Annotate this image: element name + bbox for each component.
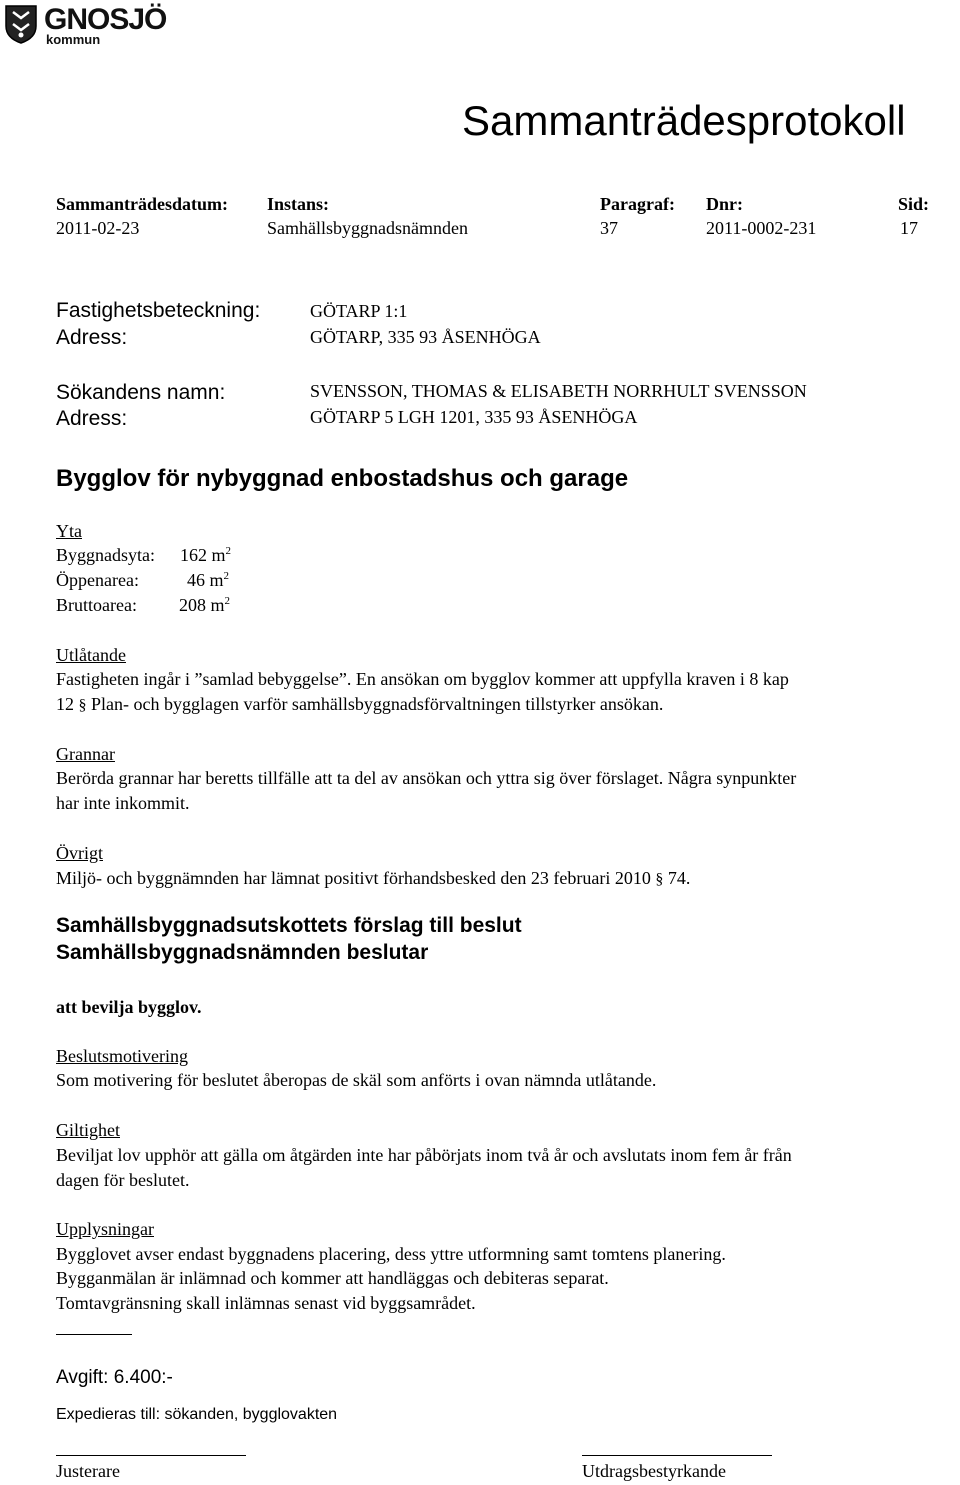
giltighet-line2: dagen för beslutet. — [56, 1170, 190, 1190]
fastighet-value: GÖTARP 1:1 — [310, 301, 408, 321]
case-heading: Bygglov för nybyggnad enbostadshus och garage — [56, 465, 629, 492]
date-label: Sammanträdesdatum: — [56, 194, 229, 214]
municipality-logo — [4, 4, 172, 46]
paragraf-label: Paragraf: — [600, 194, 675, 214]
municipal-crest-icon — [4, 4, 38, 44]
utdragsbestyrkande-label: Utdragsbestyrkande — [582, 1461, 726, 1481]
upplysningar-heading: Upplysningar — [56, 1219, 154, 1239]
separator-line — [56, 1334, 132, 1335]
sid-label: Sid: — [898, 194, 930, 214]
paragraf-value: 37 — [600, 218, 618, 238]
oppenarea-label: Öppenarea: — [56, 570, 139, 590]
upplysningar-line1: Bygglovet avser endast byggnadens placering, dess yttre utformning samt tomtens planering. — [56, 1244, 726, 1264]
byggnadsyta-value: 162 $m^2$ — [180, 545, 232, 565]
yta-heading: Yta — [56, 521, 82, 541]
byggnadsyta-label: Byggnadsyta: — [56, 545, 155, 565]
instans-label: Instans: — [267, 194, 330, 214]
sokande-adress-value: GÖTARP 5 LGH 1201, 335 93 ÅSENHÖGA — [310, 407, 638, 427]
utlatande-line1: Fastigheten ingår i ”samlad bebyggelse”. En ansökan om bygglov kommer att uppfylla kraven i 8 kap — [56, 669, 789, 689]
oppenarea-value: 46 $m^2$ — [187, 570, 230, 590]
sokande-label: Sökandens namn: — [56, 381, 226, 404]
giltighet-heading: Giltighet — [56, 1120, 120, 1140]
grannar-line2: har inte inkommit. — [56, 793, 190, 813]
bruttoarea-label: Bruttoarea: — [56, 595, 137, 615]
date-value: 2011-02-23 — [56, 218, 140, 238]
upplysningar-line3: Tomtavgränsning skall inlämnas senast vid byggsamrådet. — [56, 1293, 476, 1313]
adress-value: GÖTARP, 335 93 ÅSENHÖGA — [310, 327, 541, 347]
document-title: Sammanträdesprotokoll — [462, 97, 906, 144]
justerare-signature-line — [56, 1455, 246, 1456]
adress-label: Adress: — [56, 326, 128, 349]
grannar-heading: Grannar — [56, 744, 115, 764]
forslag-heading: Samhällsbyggnadsutskottets förslag till beslut — [56, 914, 522, 937]
utlatande-heading: Utlåtande — [56, 645, 126, 665]
sokande-adress-label: Adress: — [56, 407, 128, 430]
beslutsmotivering-heading: Beslutsmotivering — [56, 1046, 188, 1066]
sokande-value: SVENSSON, THOMAS & ELISABETH NORRHULT SVENSSON — [310, 381, 807, 401]
logo-name: GNOSJÖ — [44, 3, 167, 36]
upplysningar-line2: Bygganmälan är inlämnad och kommer att handläggas och debiteras separat. — [56, 1268, 609, 1288]
dnr-label: Dnr: — [706, 194, 743, 214]
expedieras-text: Expedieras till: sökanden, bygglovakten — [56, 1406, 338, 1423]
ovrigt-line1: Miljö- och byggnämnden har lämnat positivt förhandsbesked den 23 februari 2010 § 74. — [56, 868, 691, 888]
logo-subtitle: kommun — [46, 32, 101, 47]
giltighet-line1: Beviljat lov upphör att gälla om åtgärden inte har påbörjats inom två år och avslutats inom fem år från — [56, 1145, 792, 1165]
beslut-text: att bevilja bygglov. — [56, 997, 202, 1017]
avgift-text: Avgift: 6.400:- — [56, 1367, 173, 1388]
fastighet-label: Fastighetsbeteckning: — [56, 299, 261, 322]
justerare-label: Justerare — [56, 1461, 120, 1481]
utlatande-line2: 12 § Plan- och bygglagen varför samhällsbyggnadsförvaltningen tillstyrker ansökan. — [56, 694, 664, 714]
sid-value: 17 — [900, 218, 918, 238]
instans-value: Samhällsbyggnadsnämnden — [267, 218, 468, 238]
ovrigt-heading: Övrigt — [56, 843, 103, 863]
bruttoarea-value: 208 $m^2$ — [179, 595, 231, 615]
dnr-value: 2011-0002-231 — [706, 218, 817, 238]
grannar-line1: Berörda grannar har beretts tillfälle att ta del av ansökan och yttra sig över förslaget. Några synpunkter — [56, 768, 797, 788]
utdrag-signature-line — [582, 1455, 772, 1456]
beslutar-heading: Samhällsbyggnadsnämnden beslutar — [56, 941, 429, 964]
beslutsmotivering-text: Som motivering för beslutet åberopas de skäl som anförts i ovan nämnda utlåtande. — [56, 1070, 657, 1090]
